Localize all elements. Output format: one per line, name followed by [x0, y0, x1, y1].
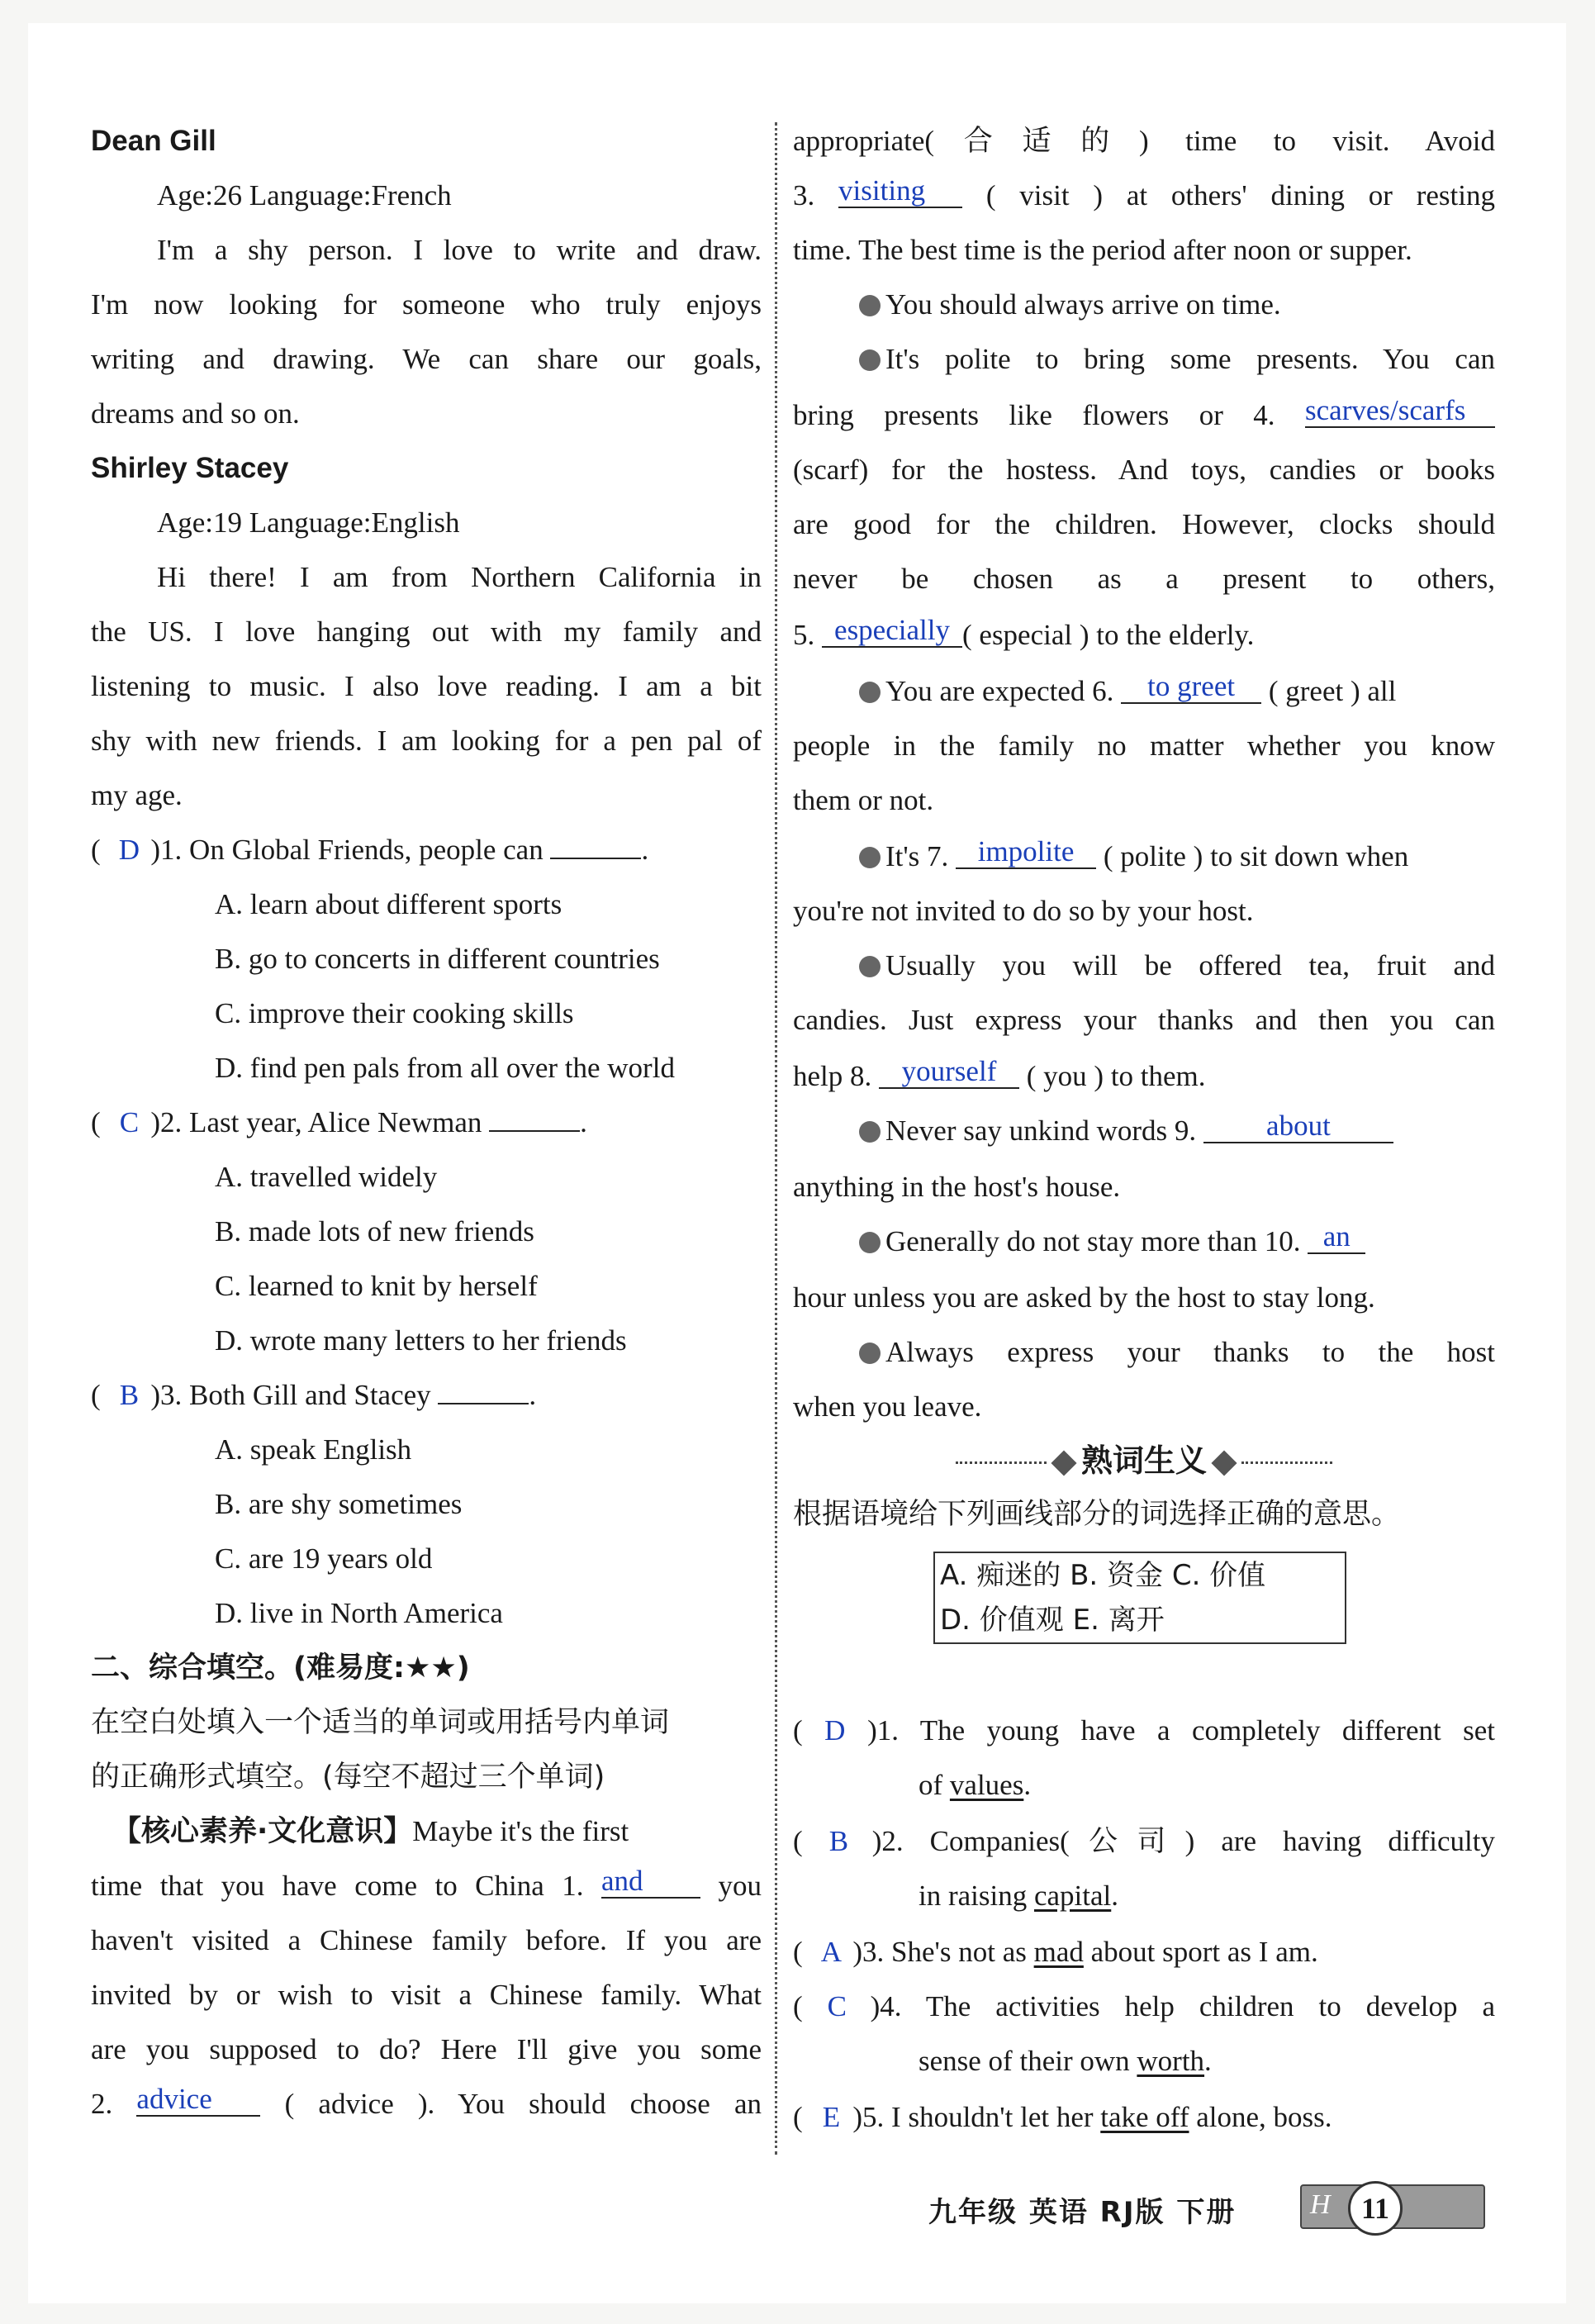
choices-box	[933, 1552, 1346, 1644]
passage-line: are good for the children. However, clocks should	[793, 508, 1495, 540]
answer-letter: C	[119, 1106, 140, 1138]
passage-line: 2. advice ( advice ). You should choose an	[91, 2083, 762, 2120]
fill-blank-7: impolite	[956, 836, 1096, 869]
option: A. learn about different sports	[215, 888, 563, 920]
bullet-icon	[859, 847, 881, 868]
underlined-word: mad	[1033, 1936, 1084, 1968]
vocab-item-4: ( C )4. The activities help children to develop a	[793, 1988, 1495, 2026]
option: A. travelled widely	[215, 1161, 438, 1193]
passage-line: 3. visiting ( visit ) at others' dining or resting	[793, 174, 1495, 211]
answer-blank	[438, 1380, 529, 1404]
option: D. live in North America	[215, 1597, 503, 1629]
question-1: ( D )1. On Global Friends, people can .	[91, 831, 762, 869]
choices-row: D. 价值观 E. 离开	[940, 1604, 1165, 1637]
fill-blank-6: to greet	[1121, 671, 1261, 704]
page-footer	[928, 2179, 1507, 2237]
passage-line: invited by or wish to visit a Chinese family. What	[91, 1979, 762, 2011]
option: C. learned to knit by herself	[215, 1270, 538, 1302]
passage-line: haven't visited a Chinese family before. If you are	[91, 1924, 762, 1956]
answer-letter: D	[118, 834, 140, 866]
vocab-item-1: ( D )1. The young have a completely different set	[793, 1712, 1495, 1750]
answer-letter: E	[822, 2101, 841, 2133]
option: C. are 19 years old	[215, 1542, 433, 1575]
fill-blank-2: advice	[136, 2084, 260, 2117]
option: B. are shy sometimes	[215, 1488, 463, 1520]
vocab-item-3: ( A )3. She's not as mad about sport as I am.	[793, 1933, 1495, 1971]
gill-paragraph-line: I'm now looking for someone who truly enjoys	[91, 288, 762, 321]
stacey-paragraph-line: listening to music. I also love reading. I am a bit	[91, 670, 762, 702]
vocab-item-5: ( E )5. I shouldn't let her take off alone, boss.	[793, 2098, 1495, 2136]
passage-line: when you leave.	[793, 1390, 982, 1423]
passage-line: help 8. yourself ( you ) to them.	[793, 1055, 1206, 1092]
fill-blank-9: about	[1203, 1110, 1393, 1143]
bullet-line: It's polite to bring some presents. You can	[793, 340, 1495, 378]
option: C. improve their cooking skills	[215, 997, 574, 1029]
underlined-word: worth	[1137, 2045, 1205, 2077]
decor-dash	[956, 1461, 1047, 1464]
answer-letter: D	[824, 1714, 846, 1747]
stacey-name: Shirley Stacey	[91, 452, 289, 484]
passage-line: 5. especially ( especial ) to the elderly.	[793, 614, 1255, 651]
bullet-line: Usually you will be offered tea, fruit and	[793, 947, 1495, 985]
passage-line: 【核心素养·文化意识】Maybe it's the first	[112, 1815, 629, 1848]
bullet-line: Never say unkind words 9. about	[793, 1112, 1495, 1150]
option: B. go to concerts in different countries	[215, 943, 660, 975]
answer-blank	[550, 834, 641, 859]
section-2-instruction: 的正确形式填空。(每空不超过三个单词)	[91, 1761, 605, 1794]
underlined-word: capital	[1033, 1880, 1112, 1912]
passage-line: anything in the host's house.	[793, 1171, 1121, 1203]
vocab-item-2-cont: in raising capital.	[919, 1880, 1119, 1912]
stacey-info: Age:19 Language:English	[157, 506, 460, 539]
passage-line: never be chosen as a present to others,	[793, 563, 1495, 595]
bullet-icon	[859, 1121, 881, 1143]
passage-line: them or not.	[793, 784, 934, 816]
fill-blank-8: yourself	[879, 1056, 1019, 1089]
brand-mark: H	[1310, 2189, 1331, 2220]
bullet-line: You are expected 6. to greet ( greet ) all	[793, 672, 1495, 711]
fill-blank-10: an	[1308, 1221, 1365, 1254]
passage-line: people in the family no matter whether you know	[793, 730, 1495, 762]
gill-paragraph-line: I'm a shy person. I love to write and draw.	[157, 234, 762, 266]
passage-line: appropriate(合适的) time to visit. Avoid	[793, 125, 1495, 157]
question-3: ( B )3. Both Gill and Stacey .	[91, 1376, 762, 1414]
decor-dash	[1241, 1461, 1332, 1464]
option: A. speak English	[215, 1433, 412, 1466]
passage-line: time. The best time is the period after noon or supper.	[793, 234, 1412, 266]
option: D. find pen pals from all over the world	[215, 1052, 675, 1084]
option: D. wrote many letters to her friends	[215, 1324, 627, 1357]
bullet-line: It's 7. impolite ( polite ) to sit down when	[793, 838, 1495, 876]
bullet-line: Generally do not stay more than 10. an	[793, 1223, 1495, 1261]
bullet-icon	[859, 1232, 881, 1253]
passage-line: bring presents like flowers or 4. scarves/scarfs	[793, 397, 1495, 435]
section-3-title: 熟词生义	[793, 1441, 1495, 1480]
underlined-word: take off	[1100, 2101, 1189, 2133]
gill-paragraph-line: writing and drawing. We can share our goals,	[91, 343, 762, 375]
fill-blank-1: and	[601, 1865, 700, 1899]
answer-letter: A	[820, 1936, 843, 1968]
bullet-line: You should always arrive on time.	[793, 286, 1495, 324]
culture-tag: 【核心素养·文化意识】	[112, 1815, 413, 1848]
option: B. made lots of new friends	[215, 1215, 534, 1248]
stacey-paragraph-line: my age.	[91, 779, 183, 811]
fill-blank-4: scarves/scarfs	[1305, 395, 1495, 428]
underlined-word: values	[949, 1769, 1024, 1801]
vocab-item-4-cont: sense of their own worth.	[919, 2045, 1212, 2077]
passage-line: hour unless you are asked by the host to stay long.	[793, 1281, 1375, 1314]
vocab-item-2: ( B )2. Companies(公司) are having difficulty	[793, 1823, 1495, 1861]
section-2-instruction: 在空白处填入一个适当的单词或用括号内单词	[91, 1706, 670, 1739]
choices-row: A. 痴迷的 B. 资金 C. 价值	[940, 1559, 1266, 1592]
vocab-item-1-cont: of values.	[919, 1769, 1032, 1801]
fill-blank-5: especially	[822, 615, 962, 648]
gill-paragraph-line: dreams and so on.	[91, 397, 300, 430]
page	[28, 23, 1566, 2303]
answer-letter: B	[119, 1379, 140, 1411]
book-info: 九年级 英语 RJ版 下册	[928, 2196, 1237, 2229]
answer-letter: B	[828, 1825, 849, 1857]
gill-name: Dean Gill	[91, 125, 216, 157]
answer-letter: C	[827, 1990, 847, 2022]
diamond-icon	[1211, 1450, 1237, 1476]
stacey-paragraph-line: the US. I love hanging out with my family and	[91, 615, 762, 648]
gill-info: Age:26 Language:French	[157, 179, 452, 211]
bullet-icon	[859, 682, 881, 703]
passage-line: you're not invited to do so by your host.	[793, 895, 1254, 927]
bullet-icon	[859, 956, 881, 977]
section-3-instruction: 根据语境给下列画线部分的词选择正确的意思。	[793, 1498, 1401, 1531]
column-divider	[775, 122, 777, 2155]
bullet-icon	[859, 1343, 881, 1364]
answer-blank	[489, 1107, 580, 1132]
page-badge	[1300, 2184, 1485, 2229]
passage-line: time that you have come to China 1. and you	[91, 1865, 762, 1902]
passage-line: candies. Just express your thanks and then you can	[793, 1004, 1495, 1036]
passage-line: are you supposed to do? Here I'll give you some	[91, 2033, 762, 2065]
passage-line: (scarf) for the hostess. And toys, candies or books	[793, 454, 1495, 486]
diamond-icon	[1051, 1450, 1076, 1476]
stacey-paragraph-line: Hi there! I am from Northern California in	[157, 561, 762, 593]
page-number: 11	[1348, 2181, 1403, 2236]
fill-blank-3: visiting	[838, 175, 962, 208]
bullet-icon	[859, 295, 881, 316]
bullet-line: Always express your thanks to the host	[793, 1333, 1495, 1371]
section-2-title: 二、综合填空。(难易度:★★)	[91, 1652, 470, 1685]
question-2: ( C )2. Last year, Alice Newman .	[91, 1104, 762, 1142]
stacey-paragraph-line: shy with new friends. I am looking for a pen pal of	[91, 725, 762, 757]
bullet-icon	[859, 349, 881, 371]
